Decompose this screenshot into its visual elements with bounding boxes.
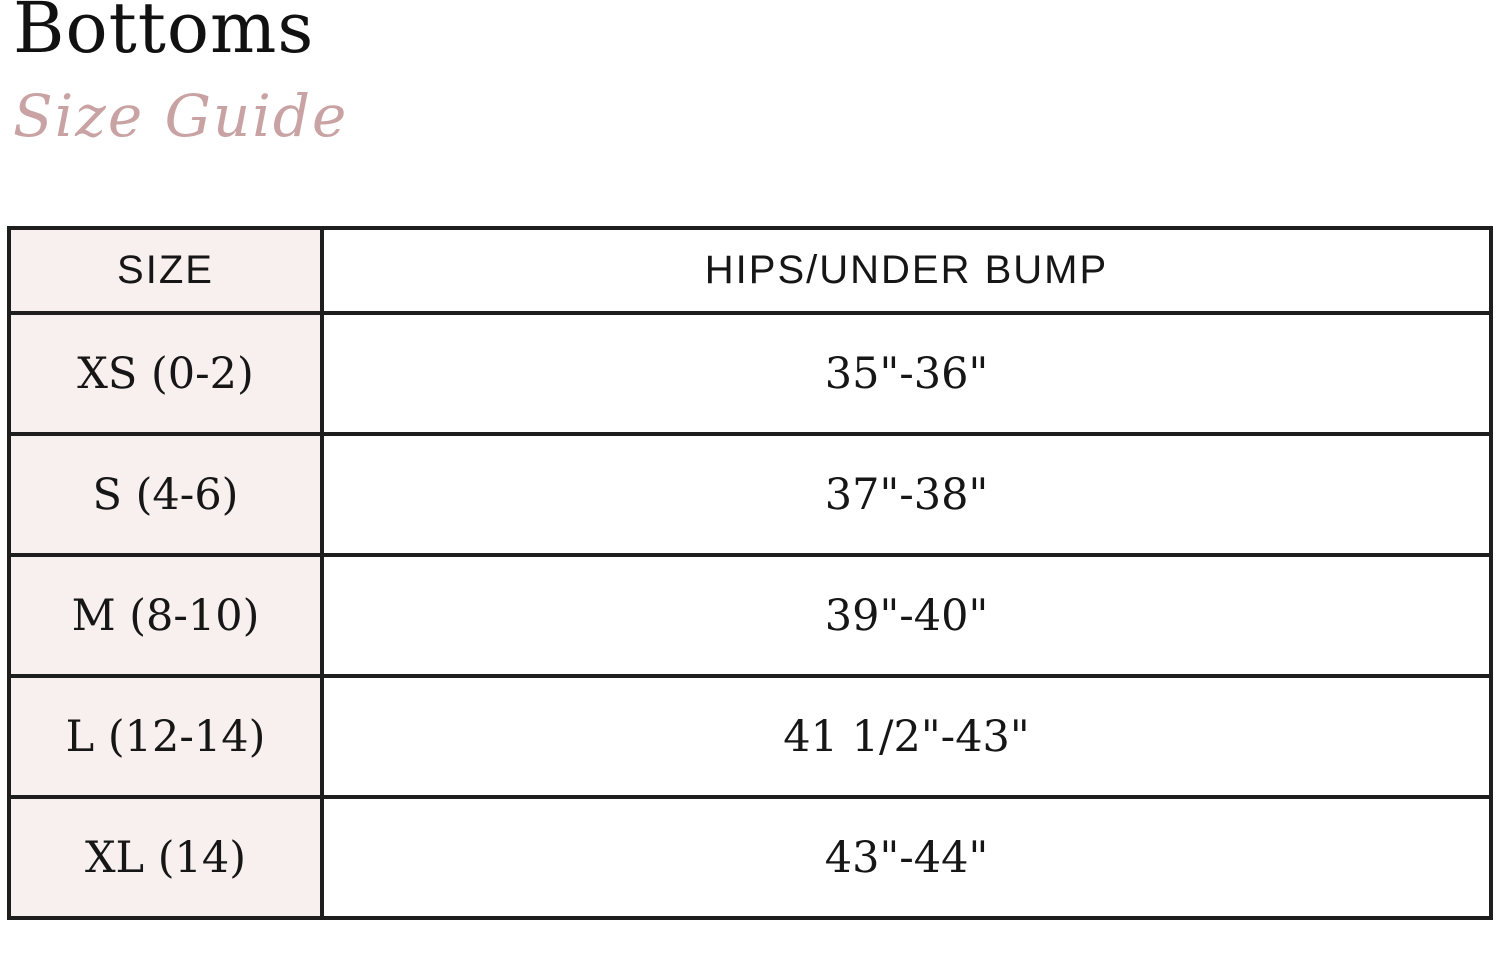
column-header-size: SIZE (9, 228, 322, 313)
page-title: Bottoms (13, 0, 315, 69)
table-row-s (9, 434, 1491, 555)
table-row-xs (9, 313, 1491, 434)
table-row-m (9, 555, 1491, 676)
table-row-l (9, 676, 1491, 797)
table-header-row (9, 228, 1491, 313)
hips-cell: 37"-38" (322, 434, 1491, 555)
page-subtitle: Size Guide (13, 82, 349, 150)
size-cell: XL (14) (9, 797, 322, 918)
table-row-xl (9, 797, 1491, 918)
size-cell: XS (0-2) (9, 313, 322, 434)
hips-cell: 35"-36" (322, 313, 1491, 434)
hips-cell: 39"-40" (322, 555, 1491, 676)
hips-cell: 41 1/2"-43" (322, 676, 1491, 797)
size-cell: L (12-14) (9, 676, 322, 797)
hips-cell: 43"-44" (322, 797, 1491, 918)
size-cell: M (8-10) (9, 555, 322, 676)
size-guide-table (7, 226, 1493, 920)
column-header-hips-under-bump: HIPS/UNDER BUMP (322, 228, 1491, 313)
size-cell: S (4-6) (9, 434, 322, 555)
